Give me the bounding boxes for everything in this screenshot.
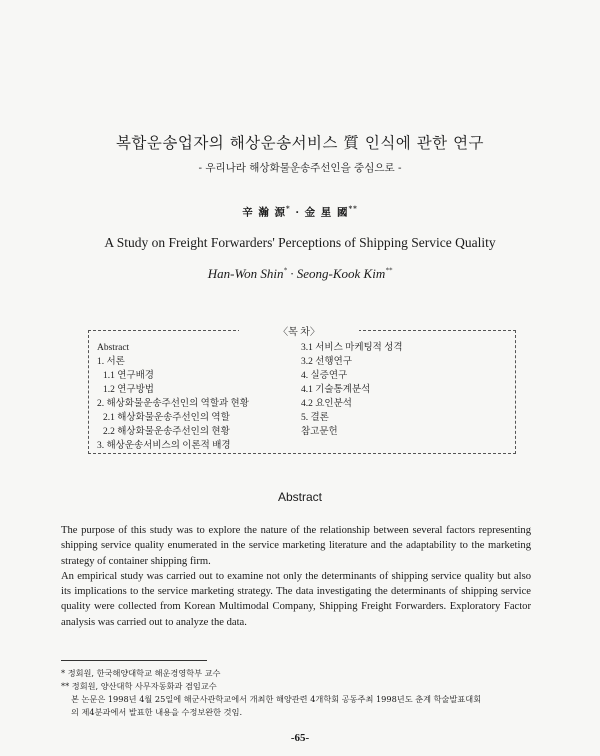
toc-item: 4.2 요인분석: [301, 399, 352, 409]
toc-item: 참고문헌: [301, 427, 338, 437]
footnote-author-1: * 정회원, 한국해양대학교 해운경영학부 교수: [61, 668, 221, 678]
korean-title: 복합운송업자의 해상운송서비스 質 인식에 관한 연구: [115, 134, 485, 152]
abstract-paragraph-1: The purpose of this study was to explore the nature of the relationship between several factors representing shipping service quality enumerated in the service marketing literature and the adaptability to the marketing strategy of container shipping firm.: [61, 525, 531, 567]
toc-left-column: [97, 341, 249, 453]
author-2-mark: **: [348, 204, 358, 213]
toc-item: 3.2 선행연구: [301, 357, 352, 367]
footnotes: [61, 667, 541, 719]
toc-item: Abstract: [97, 343, 130, 353]
english-author-1-mark: *: [283, 266, 287, 275]
footnote-divider: [61, 660, 207, 661]
toc-right-column: [301, 341, 403, 439]
toc-item: 5. 결론: [301, 413, 329, 423]
author-1-mark: *: [286, 204, 291, 213]
author-separator: ·: [290, 206, 305, 219]
english-author-1: Han-Won Shin: [207, 266, 284, 281]
footnote-note: 본 논문은 1998년 4월 25일에 해군사관학교에서 개최한 해양관련 4개학회 공동주최 1998년도 춘계 학술발표대회: [71, 694, 482, 704]
abstract-paragraph-2: An empirical study was carried out to examine not only the determinants of shipping service quality but also its implications to the service marketing strategy. The data investigating the determinants of shipping service quality were collected from Korean Multimodal Company, Shipping Freight Forwarders. Exploratory Factor analysis was carried out to analyze the data.: [61, 570, 531, 628]
toc-item: 3.1 서비스 마케팅적 성격: [301, 343, 403, 353]
page-number: -65-: [290, 732, 310, 744]
toc-item: 2.1 해상화물운송주선인의 역할: [103, 413, 230, 423]
toc-item: 1.1 연구배경: [103, 371, 154, 381]
abstract-body: [61, 523, 531, 630]
korean-author-2: 金 星 國: [304, 206, 349, 219]
table-of-contents: [88, 327, 516, 454]
toc-item: 4. 실증연구: [301, 371, 348, 381]
footnote-author-2: ** 정회원, 양산대학 사무자동화과 겸임교수: [61, 681, 217, 691]
toc-item: 4.1 기술통계분석: [301, 385, 371, 395]
english-author-2-mark: **: [385, 266, 393, 275]
footnote-note-cont: 의 제4분과에서 발표한 내용을 수정보완한 것임.: [71, 707, 243, 717]
english-title: A Study on Freight Forwarders' Perceptions of Shipping Service Quality: [104, 235, 496, 250]
toc-item: 2. 해상화물운송주선인의 역할과 현황: [97, 399, 249, 409]
abstract-heading: Abstract: [277, 490, 322, 504]
toc-item: 2.2 해상화물운송주선인의 현황: [103, 427, 230, 437]
english-author-separator: ·: [287, 266, 297, 281]
korean-subtitle: - 우리나라 해상화물운송주선인을 중심으로 -: [198, 162, 402, 174]
toc-item: 1.2 연구방법: [103, 385, 154, 395]
korean-author-1: 辛 瀚 源: [242, 206, 287, 219]
english-author-2: Seong-Kook Kim: [296, 266, 386, 281]
toc-item: 3. 해상운송서비스의 이론적 배경: [97, 441, 231, 451]
english-authors: [0, 266, 600, 282]
korean-authors: [0, 204, 600, 220]
toc-item: 1. 서론: [97, 357, 125, 367]
toc-heading: 〈목 차〉: [239, 323, 359, 338]
